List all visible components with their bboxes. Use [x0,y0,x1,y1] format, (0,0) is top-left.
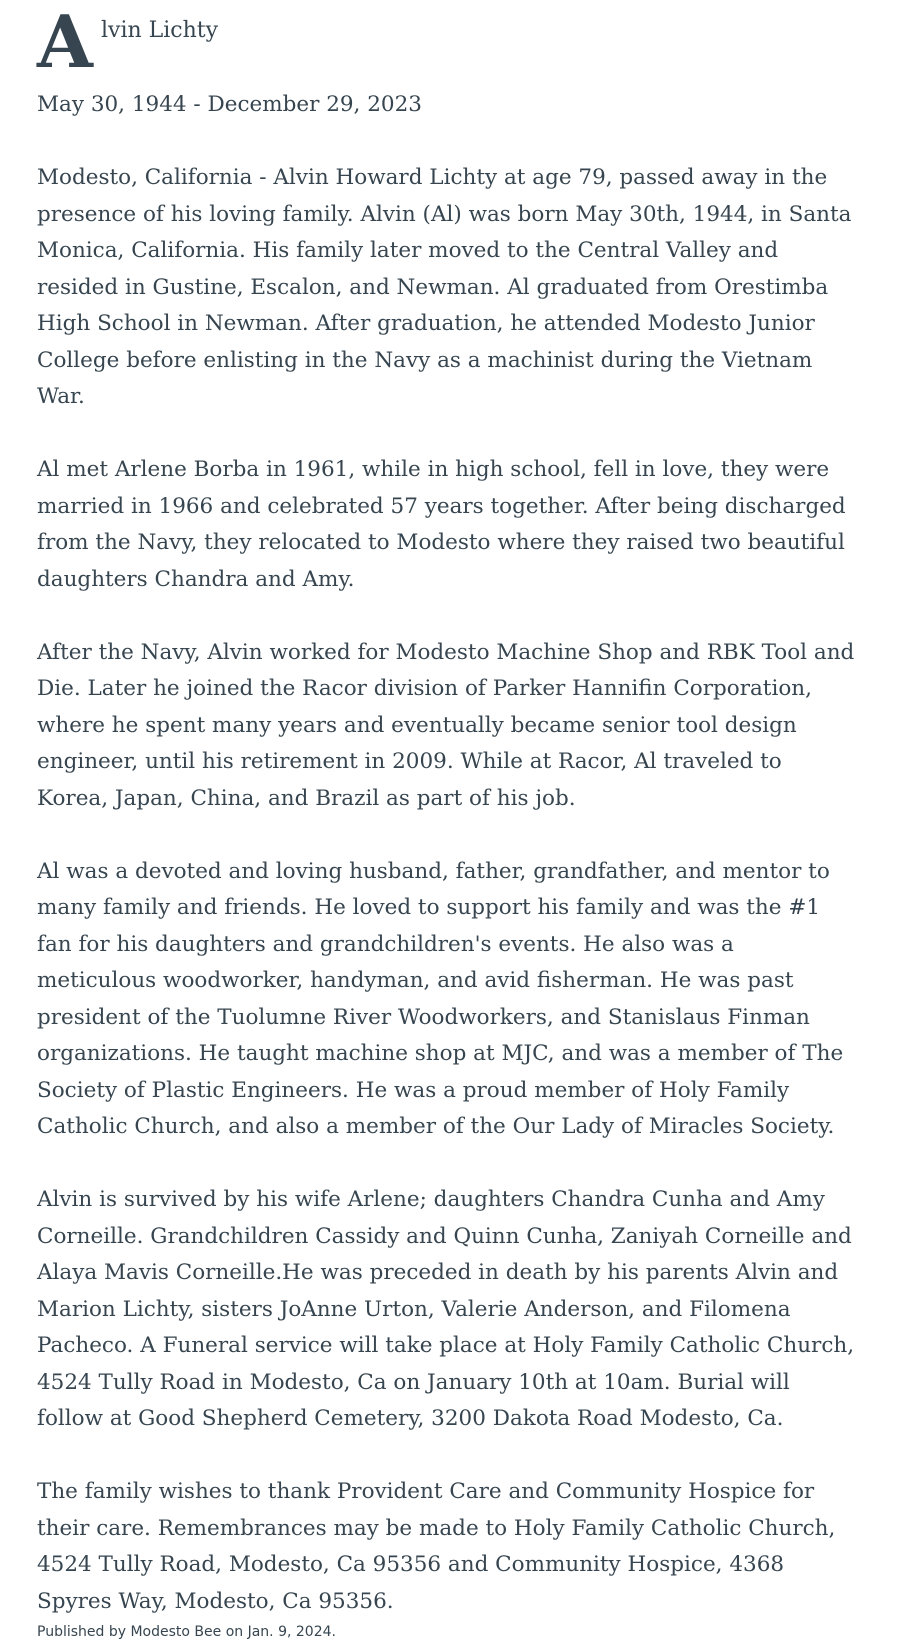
body-paragraph: After the Navy, Alvin worked for Modesto Machine Shop and RBK Tool and Die. Later he joined the Racor division of Parker Hannifin Corporation, where he spent many years and eventually became senior tool design engineer, until his retirement in 2009. While at Racor, Al traveled to Korea, Japan, China, and Brazil as part of his job. [37,639,855,811]
published-by-line: Published by Modesto Bee on Jan. 9, 2024. [37,1624,336,1640]
life-dates: May 30, 1944 - December 29, 2023 [37,92,422,117]
body-paragraph: The family wishes to thank Provident Care and Community Hospice for their care. Remembrances may be made to Holy Family Catholic Church, 4524 Tully Road, Modesto, Ca 95356 and Community Hospice, 4368 Spyres Way, Modesto, Ca 95356. [37,1479,836,1614]
obituary-article [37,0,857,1642]
body-paragraph: Al met Arlene Borba in 1961, while in high school, fell in love, they were married in 1966 and celebrated 57 years together. After being discharged from the Navy, they relocated to Modesto where they raised two beautiful daughters Chandra and Amy. [37,457,846,592]
body-paragraph: Alvin is survived by his wife Arlene; daughters Chandra Cunha and Amy Corneille. Grandchildren Cassidy and Quinn Cunha, Zaniyah Corneille and Alaya Mavis Corneille.He was preceded in death by his parents Alvin and Marion Lichty, sisters JoAnne Urton, Valerie Anderson, and Filomena Pacheco. A Funeral service will take place at Holy Family Catholic Church, 4524 Tully Road in Modesto, Ca on January 10th at 10am. Burial will follow at Good Shepherd Cemetery, 3200 Dakota Road Modesto, Ca. [37,1187,855,1431]
obituary-name-heading [37,0,857,84]
body-paragraph: Modesto, California - Alvin Howard Lichty at age 79, passed away in the presence of his loving family. Alvin (Al) was born May 30th, 1944, in Santa Monica, California. His family later moved to the Central Valley and resided in Gustine, Escalon, and Newman. Al graduated from Orestimba High School in Newman. After graduation, he attended Modesto Junior College before enlisting in the Navy as a machinist during the Vietnam War. [37,165,852,409]
body-paragraph: Al was a devoted and loving husband, father, grandfather, and mentor to many family and friends. He loved to support his family and was the #1 fan for his daughters and grandchildren's events. He also was a meticulous woodworker, handyman, and avid fisherman. He was past president of the Tuolumne River Woodworkers, and Stanislaus Finman organizations. He taught machine shop at MJC, and was a member of The Society of Plastic Engineers. He was a proud member of Holy Family Catholic Church, and also a member of the Our Lady of Miracles Society. [37,858,844,1139]
name-drop-cap: A [37,0,93,84]
obituary-body [37,160,857,1620]
name-rest-text: lvin Lichty [101,18,219,43]
